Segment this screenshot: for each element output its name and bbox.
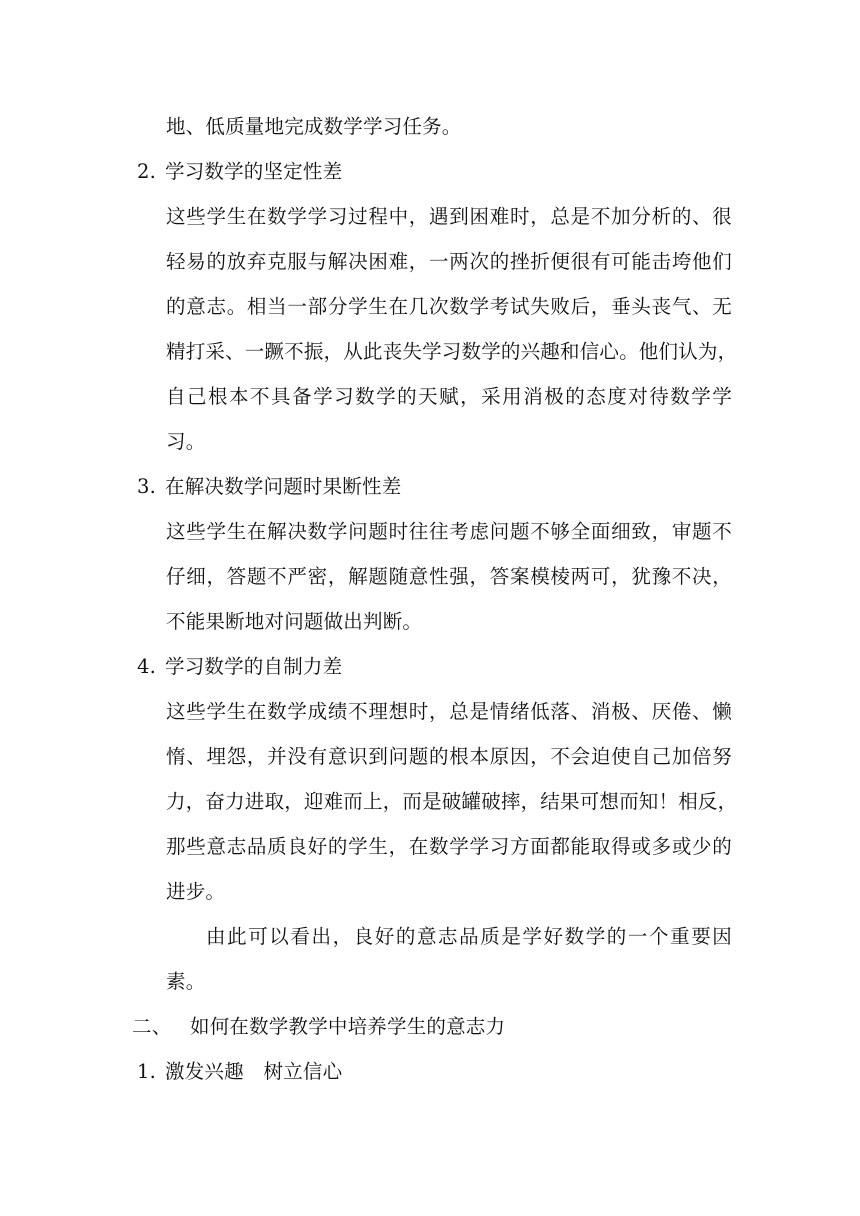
heading-item-3 xyxy=(137,477,401,497)
heading-item-1 xyxy=(137,1062,342,1082)
paragraph-line: 那些意志品质良好的学生，在数学学习方面都能取得或多或少的 xyxy=(166,835,732,858)
paragraph-line: 这些学生在数学成绩不理想时，总是情绪低落、消极、厌倦、懒 xyxy=(166,700,732,723)
paragraph-line: 这些学生在解决数学问题时往往考虑问题不够全面细致，审题不 xyxy=(166,520,732,543)
paragraph-line: 这些学生在数学学习过程中，遇到困难时，总是不加分析的、很 xyxy=(166,205,732,228)
section-number: 二、 xyxy=(132,1015,172,1038)
paragraph-line: 地、低质量地完成数学学习任务。 xyxy=(166,115,462,138)
paragraph-line: 力，奋力进取，迎难而上，而是破罐破摔，结果可想而知！相反， xyxy=(166,790,738,813)
heading-item-2 xyxy=(137,162,342,182)
paragraph-line: 不能果断地对问题做出判断。 xyxy=(166,610,423,633)
paragraph-line: 轻易的放弃克服与解决困难，一两次的挫折便很有可能击垮他们 xyxy=(166,250,732,273)
paragraph-line: 惰、埋怨，并没有意识到问题的根本原因，不会迫使自己加倍努 xyxy=(166,745,732,768)
list-number: 2. xyxy=(137,160,157,183)
paragraph-line: 精打采、一蹶不振，从此丧失学习数学的兴趣和信心。他们认为， xyxy=(166,340,738,363)
paragraph-line: 仔细，答题不严密，解题随意性强，答案模棱两可，犹豫不决， xyxy=(166,565,732,588)
heading-text: 在解决数学问题时果断性差 xyxy=(165,475,402,498)
section-heading xyxy=(132,1017,505,1037)
section-title: 如何在数学教学中培养学生的意志力 xyxy=(190,1015,506,1038)
list-number: 1. xyxy=(137,1060,157,1083)
paragraph-line: 的意志。相当一部分学生在几次数学考试失败后，垂头丧气、无 xyxy=(166,295,732,318)
heading-item-4 xyxy=(137,657,342,677)
summary-line: 素。 xyxy=(166,970,206,993)
list-number: 3. xyxy=(137,475,157,498)
paragraph-line: 习。 xyxy=(166,430,206,453)
paragraph-line: 自己根本不具备学习数学的天赋，采用消极的态度对待数学学 xyxy=(166,385,732,408)
summary-line: 由此可以看出，良好的意志品质是学好数学的一个重要因 xyxy=(206,925,732,948)
heading-text: 学习数学的坚定性差 xyxy=(165,160,343,183)
heading-text: 学习数学的自制力差 xyxy=(165,655,343,678)
list-number: 4. xyxy=(137,655,157,678)
paragraph-line: 进步。 xyxy=(166,880,226,903)
heading-text: 激发兴趣 树立信心 xyxy=(165,1060,343,1083)
